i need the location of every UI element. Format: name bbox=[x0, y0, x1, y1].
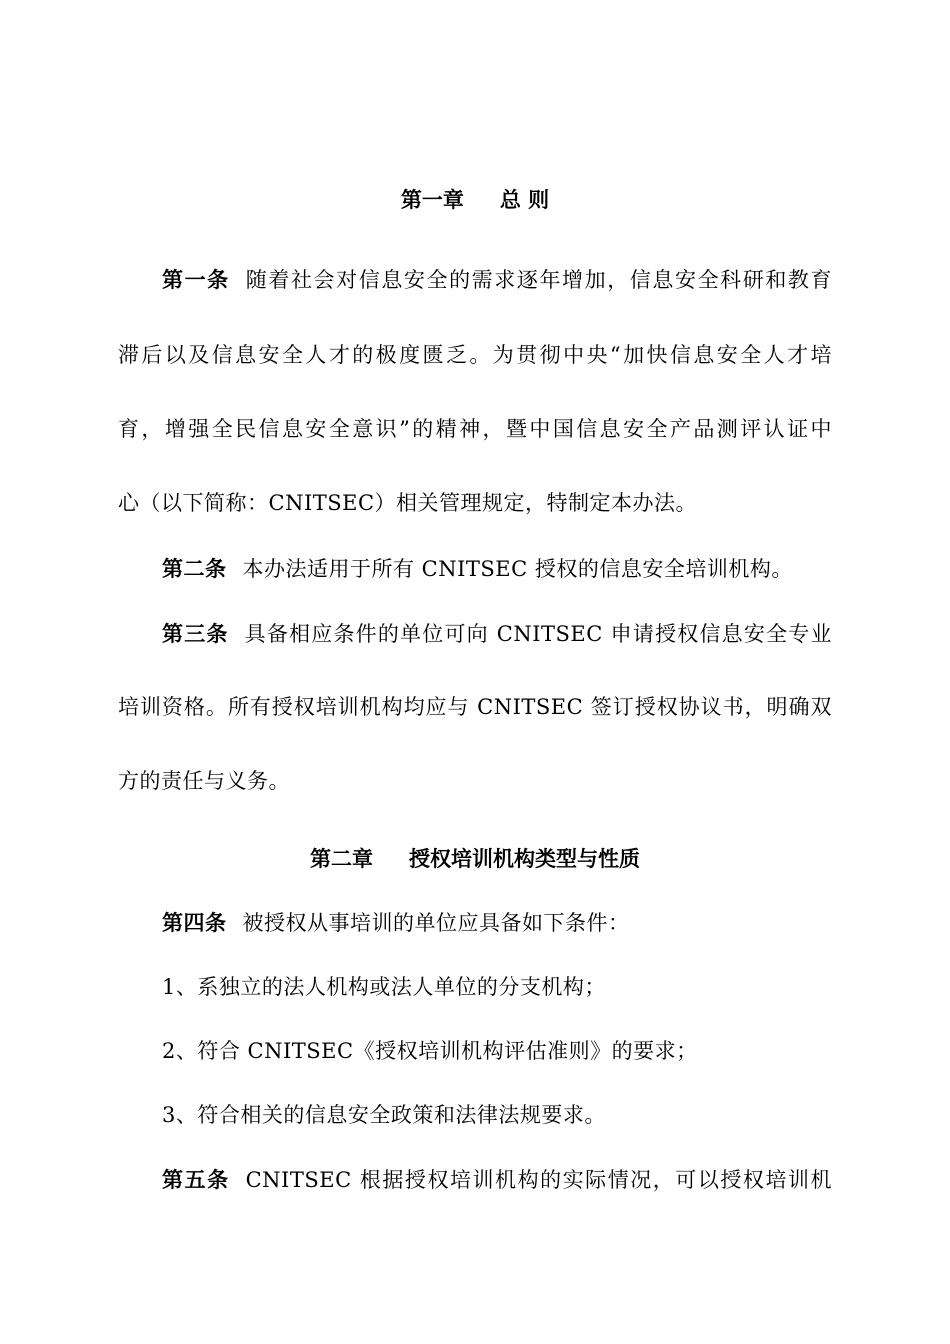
article-3-label: 第三条 bbox=[162, 621, 229, 646]
article-1-line-2: 滞后以及信息安全人才的极度匮乏。为贯彻中央“加快信息安全人才培 bbox=[118, 343, 832, 367]
article-1-line-1 bbox=[162, 266, 832, 294]
article-1-line-3: 育，增强全民信息安全意识”的精神，暨中国信息安全产品测评认证中 bbox=[118, 417, 832, 441]
chapter-1-heading bbox=[0, 186, 950, 214]
article-4 bbox=[162, 909, 630, 937]
article-2-text: 本办法适用于所有 CNITSEC 授权的信息安全培训机构。 bbox=[242, 557, 793, 581]
chapter-2-label: 第二章 bbox=[310, 846, 373, 871]
article-3-line-1 bbox=[162, 620, 832, 648]
article-2-label: 第二条 bbox=[162, 556, 227, 581]
chapter-2-heading bbox=[0, 845, 950, 873]
article-3-line-3: 方的责任与义务。 bbox=[118, 769, 290, 793]
article-5-text: CNITSEC 根据授权培训机构的实际情况，可以授权培训机 bbox=[245, 1168, 833, 1192]
article-3-line-2: 培训资格。所有授权培训机构均应与 CNITSEC 签订授权协议书，明确双 bbox=[118, 695, 832, 719]
article-4-item-2: 2、符合 CNITSEC《授权培训机构评估准则》的要求； bbox=[162, 1039, 698, 1063]
article-2 bbox=[162, 555, 793, 583]
article-4-text: 被授权从事培训的单位应具备如下条件： bbox=[242, 911, 630, 935]
article-3-text-1: 具备相应条件的单位可向 CNITSEC 申请授权信息安全专业 bbox=[244, 622, 832, 646]
chapter-1-label: 第一章 bbox=[400, 187, 464, 212]
chapter-2-title: 授权培训机构类型与性质 bbox=[409, 846, 640, 871]
article-4-item-3: 3、符合相关的信息安全政策和法律法规要求。 bbox=[162, 1103, 606, 1127]
article-4-label: 第四条 bbox=[162, 910, 227, 935]
article-5-line-1 bbox=[162, 1166, 832, 1194]
article-1-label: 第一条 bbox=[162, 267, 230, 292]
chapter-1-title: 总 则 bbox=[499, 187, 550, 212]
article-1-text-1: 随着社会对信息安全的需求逐年增加，信息安全科研和教育 bbox=[245, 268, 833, 292]
article-5-label: 第五条 bbox=[162, 1167, 230, 1192]
article-1-line-4: 心（以下简称：CNITSEC）相关管理规定，特制定本办法。 bbox=[118, 491, 698, 515]
article-4-item-1: 1、系独立的法人机构或法人单位的分支机构； bbox=[162, 975, 606, 999]
